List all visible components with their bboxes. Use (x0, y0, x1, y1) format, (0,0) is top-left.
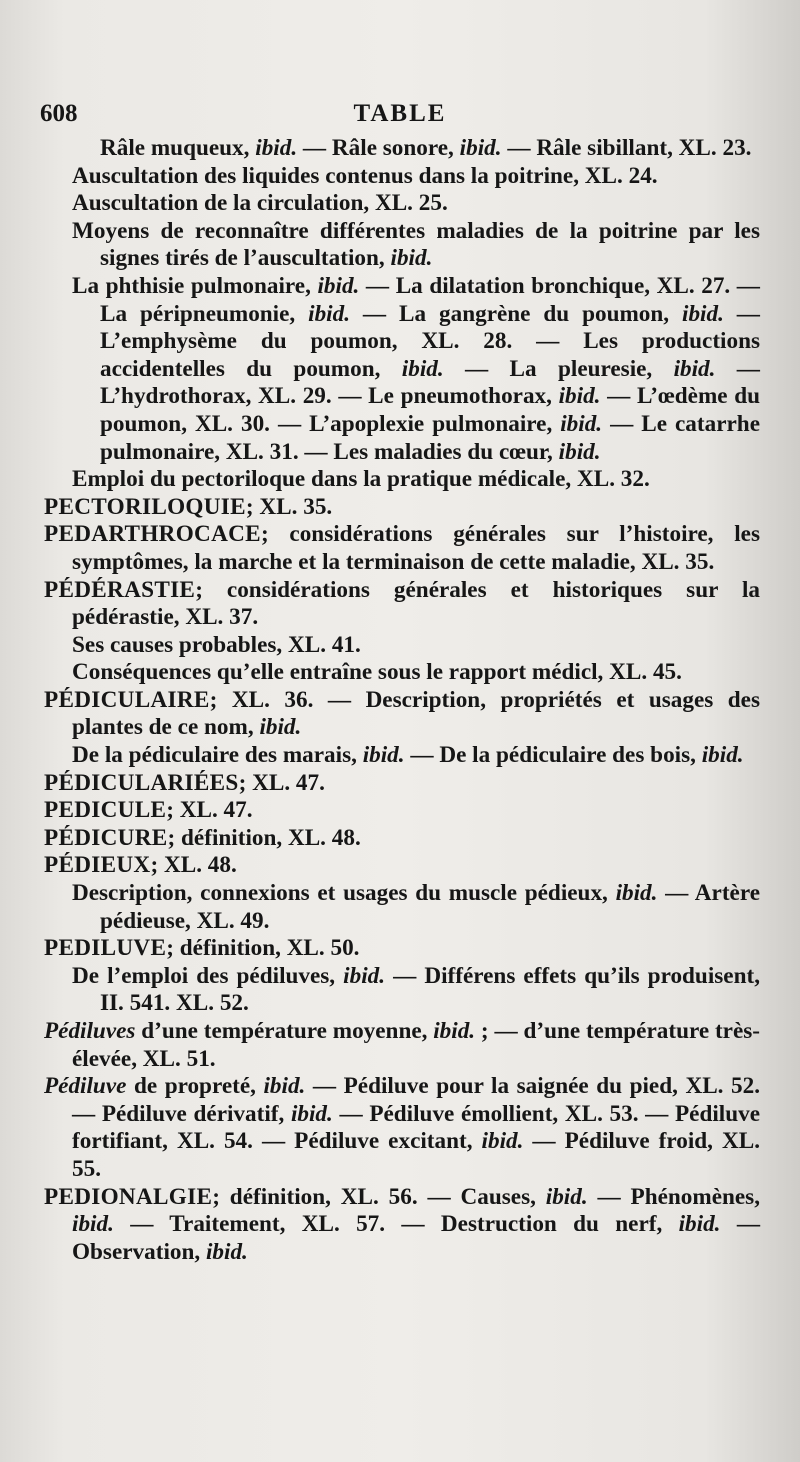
index-entry (44, 852, 760, 880)
running-title: TABLE (353, 100, 447, 127)
italic-text: ibid. (343, 962, 386, 989)
index-entry (44, 797, 760, 825)
index-subentry (100, 135, 760, 163)
entry-text: Emploi du pectoriloque dans la pratique médicale, XL. 32. (72, 466, 650, 493)
italic-text: ibid. (481, 1128, 524, 1155)
headword: PÉDÉRASTIE (44, 576, 196, 603)
entry-text: de propreté, (126, 1073, 264, 1100)
entry-text: — L’œdème du poumon, XL. 30. — L’apoplexie pulmonaire, (100, 383, 761, 437)
entry-text: ; définition, XL. 48. (167, 824, 361, 851)
index-entry (44, 687, 760, 742)
entry-text: De l’emploi des pédiluves, (72, 962, 344, 989)
page-number: 608 (40, 100, 78, 127)
index-entries (44, 135, 760, 1266)
italic-text: ibid. (459, 135, 502, 161)
italic-text: ibid. (290, 1100, 333, 1127)
headword: PEDARTHROCACE (44, 521, 261, 548)
entry-text: — Râle sonore, (297, 135, 460, 161)
headword: PECTORILOQUIE (44, 493, 246, 520)
entry-text: d’une température moyenne, (135, 1018, 434, 1044)
entry-text: Ses causes probables, XL. 41. (72, 631, 361, 658)
entry-text: De la pédiculaire des marais, (72, 742, 363, 769)
italic-text: Pédiluves (44, 1018, 136, 1044)
index-subentry (72, 632, 760, 660)
entry-text: — Pédiluve pour la saignée du pied, XL. 52. — Pédiluve dérivatif, (72, 1073, 760, 1127)
headword: PÉDIEUX (44, 852, 151, 879)
entry-text: Description, connexions et usages du muscle pédieux, (72, 880, 616, 907)
index-subentry (72, 880, 760, 935)
index-subentry (72, 218, 760, 273)
italic-text: ibid. (545, 1183, 588, 1210)
italic-text: ibid. (682, 300, 724, 327)
index-subentry (72, 659, 760, 687)
index-entry (44, 825, 760, 853)
entry-text: ; XL. 35. (245, 493, 333, 520)
entry-text: — Phénomènes, (587, 1183, 760, 1210)
italic-text: ibid. (263, 1073, 306, 1100)
italic-text: ibid. (701, 742, 744, 769)
entry-text: — De la pédiculaire des bois, (404, 742, 702, 769)
index-entry (44, 494, 760, 522)
index-entry (44, 935, 760, 963)
page-header (40, 100, 760, 134)
index-subentry (72, 273, 760, 466)
italic-text: ibid. (558, 438, 601, 465)
index-entry (44, 770, 760, 798)
index-subentry (72, 163, 760, 191)
index-entry (44, 521, 760, 576)
italic-text: ibid. (401, 355, 444, 382)
italic-text: ibid. (678, 1211, 721, 1238)
headword: PÉDICURE (44, 824, 168, 851)
headword: PÉDICULAIRE (44, 686, 210, 713)
italic-text: ibid. (615, 880, 658, 907)
entry-text: ; définition, XL. 56. — Causes, (212, 1183, 546, 1210)
index-subentry (72, 466, 760, 494)
entry-text: Auscultation des liquides contenus dans la poitrine, XL. 24. (72, 162, 658, 189)
index-entry (44, 1184, 760, 1267)
entry-text: — Râle sibillant, XL. 23. (501, 135, 752, 161)
headword: PEDILUVE (44, 935, 167, 962)
italic-text: ibid. (558, 383, 601, 410)
italic-text: ibid. (317, 272, 360, 299)
entry-text: ; considérations générales sur l’histoire, les symptômes, la marche et la terminaison de cette maladie, XL. 35. (72, 521, 760, 575)
index-subentry (72, 963, 760, 1018)
entry-text: ; — d’une température très-élevée, XL. 51. (72, 1018, 760, 1072)
entry-text: Auscultation de la circulation, XL. 25. (72, 190, 448, 217)
italic-text: ibid. (72, 1211, 114, 1238)
entry-text: ; définition, XL. 50. (166, 935, 360, 962)
entry-text: ; considérations générales et historiques sur la pédérastie, XL. 37. (72, 576, 760, 631)
entry-text: — Traitement, XL. 57. — Destruction du nerf, (113, 1211, 679, 1238)
entry-text: — L’hydrothorax, XL. 29. — Le pneumothorax, (100, 355, 760, 410)
entry-text: — La dilatation bronchique, XL. 27. — La péripneumonie, (100, 272, 760, 327)
headword: PEDICULE (44, 797, 167, 824)
entry-text: — La gangrène du poumon, (350, 300, 683, 327)
entry-text: ; XL. 47. (238, 769, 325, 796)
entry-text: Moyens de reconnaître différentes maladies de la poitrine par les signes tirés de l’auscultation, (72, 217, 760, 272)
entry-text: — Observation, (72, 1211, 761, 1265)
entry-text: — Le catarrhe pulmonaire, XL. 31. — Les maladies du cœur, (100, 410, 760, 465)
index-subentry (72, 742, 760, 770)
entry-text: ; XL. 48. (150, 852, 237, 879)
entry-text: ; XL. 36. — Description, propriétés et usages des plantes de ce nom, (72, 686, 760, 741)
italic-text: ibid. (433, 1018, 476, 1044)
italic-text: ibid. (560, 410, 603, 437)
italic-text: ibid. (259, 714, 302, 741)
italic-text: ibid. (255, 135, 298, 161)
entry-text: ; XL. 47. (166, 797, 253, 824)
entry-text: — Pédiluve froid, XL. 55. (72, 1128, 760, 1182)
index-entry (44, 1018, 760, 1073)
italic-text: ibid. (205, 1238, 248, 1265)
entry-text: — L’emphysème du poumon, XL. 28. — Les productions accidentelles du poumon, (100, 300, 760, 382)
headword: PÉDICULARIÉES (44, 769, 239, 796)
italic-text: ibid. (362, 742, 405, 769)
entry-text: — Artère pédieuse, XL. 49. (100, 880, 760, 934)
headword: PEDIONALGIE (44, 1183, 213, 1210)
index-entry (44, 1073, 760, 1183)
entry-text: Râle muqueux, (100, 135, 256, 161)
entry-text: Conséquences qu’elle entraîne sous le rapport médicl, XL. 45. (72, 659, 682, 686)
italic-text: Pédiluve (44, 1073, 127, 1100)
italic-text: ibid. (673, 355, 716, 382)
entry-text: — Pédiluve émollient, XL. 53. — Pédiluve fortifiant, XL. 54. — Pédiluve excitant, (72, 1100, 761, 1155)
entry-text: — Différens effets qu’ils produisent, II. 541. XL. 52. (100, 962, 761, 1017)
italic-text: ibid. (390, 245, 433, 272)
entry-text: — La pleuresie, (443, 355, 674, 382)
entry-text: La phthisie pulmonaire, (72, 272, 318, 299)
italic-text: ibid. (308, 300, 351, 327)
index-entry (44, 577, 760, 632)
index-subentry (72, 190, 760, 218)
